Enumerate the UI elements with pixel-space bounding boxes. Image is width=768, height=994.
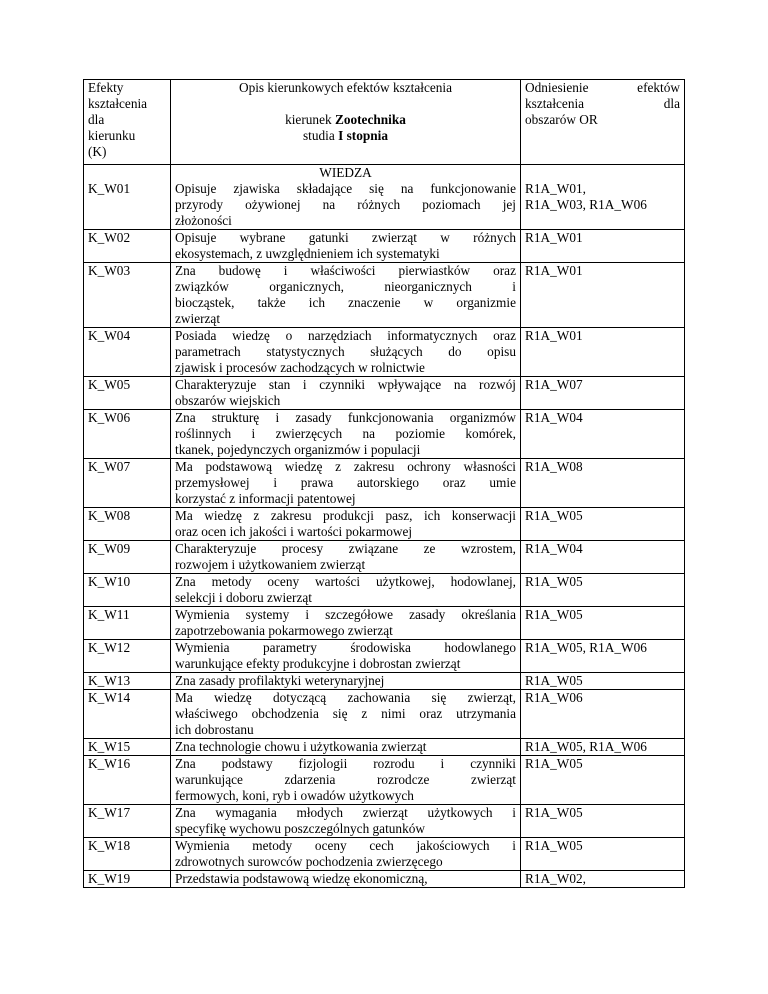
outcome-description-line: warunkujące efekty produkcyjne i dobrostan zwierząt [175,656,461,671]
header-studia [175,128,516,144]
header-reference-cell [521,80,685,165]
section-spacer [88,165,166,181]
outcome-code: K_W19 [88,871,131,886]
header-studia-level: I stopnia [338,128,388,143]
outcome-code: K_W11 [88,607,130,622]
outcome-code: K_W13 [88,673,131,688]
outcome-description-line: złożoności [175,213,232,228]
table-row [84,739,685,756]
table-row [84,756,685,805]
header-code-cell [84,80,171,165]
outcome-code: K_W04 [88,328,131,343]
outcome-description-cell [171,410,521,459]
outcome-description-line: związków organicznych, nieorganicznych i [175,279,516,294]
outcome-description-line: Charakteryzuje procesy związane ze wzrostem, [175,541,516,556]
outcome-description-line: parametrach statystycznych służących do opisu [175,344,516,359]
outcome-description-line: zdrowotnych surowców pochodzenia zwierzęcego [175,854,443,869]
outcome-description-cell [171,640,521,673]
outcome-description-line: Wymienia parametry środowiska hodowlanego [175,640,516,655]
outcome-description-line: korzystać z informacji patentowej [175,491,356,506]
header-code-line: dla [88,112,105,127]
outcome-description-line: specyfikę wychowu poszczególnych gatunków [175,821,425,836]
outcome-code-cell [84,756,171,805]
outcome-reference-cell [521,574,685,607]
outcome-description-line: warunkujące zdarzenia rozrodcze zwierząt [175,772,516,787]
outcome-reference-line: R1A_W01 [525,328,583,343]
outcome-description-cell [171,574,521,607]
outcome-reference-cell [521,756,685,805]
outcome-description-line: obszarów wiejskich [175,393,281,408]
outcome-description-line: roślinnych i zwierzęcych na poziomie komórek, [175,426,516,441]
outcome-reference-line: R1A_W08 [525,459,583,474]
outcome-description-line: ich dobrostanu [175,722,254,737]
outcome-code: K_W01 [88,181,131,196]
outcome-reference-line: R1A_W04 [525,541,583,556]
outcome-description-line: selekcji i doboru zwierząt [175,590,312,605]
header-row [84,80,685,165]
outcome-code-cell [84,328,171,377]
table-row [84,607,685,640]
outcome-code: K_W09 [88,541,131,556]
table-row [84,508,685,541]
outcome-code: K_W06 [88,410,131,425]
outcome-description-line: Zna budowę i właściwości pierwiastków oraz [175,263,516,278]
header-code-line: kierunku [88,128,136,143]
outcome-description-line: tkanek, pojedynczych organizmów i populacji [175,442,421,457]
table-row [84,410,685,459]
outcome-description-line: Zna technologie chowu i użytkowania zwierząt [175,739,427,754]
outcome-reference-cell [521,459,685,508]
outcome-description-cell [171,756,521,805]
table-row [84,574,685,607]
header-kierunek [175,112,516,128]
outcome-code-cell [84,574,171,607]
table-row [84,690,685,739]
outcome-code: K_W10 [88,574,131,589]
outcome-reference-cell [521,541,685,574]
outcome-description-line: Opisuje zjawiska składające się na funkcjonowanie [175,181,516,196]
outcome-reference-cell [521,607,685,640]
outcome-code-cell [84,607,171,640]
outcome-description-cell [171,230,521,263]
outcome-description-line: Ma wiedzę z zakresu produkcji pasz, ich konserwacji [175,508,516,523]
outcome-description-line: przemysłowej i prawa autorskiego oraz umie [175,475,516,490]
outcome-reference-cell [521,640,685,673]
outcome-description-line: Charakteryzuje stan i czynniki wpływające na rozwój [175,377,516,392]
header-kierunek-name: Zootechnika [334,112,406,127]
outcome-description-cell [171,607,521,640]
outcome-description-cell [171,838,521,871]
section-heading: WIEDZA [319,165,372,180]
outcome-description-cell [171,508,521,541]
outcome-code: K_W14 [88,690,131,705]
table-row [84,230,685,263]
outcome-code: K_W16 [88,756,131,771]
outcome-code-cell [84,640,171,673]
outcome-reference-line: R1A_W01 [525,230,583,245]
outcome-reference-line: R1A_W03, R1A_W06 [525,197,647,212]
outcome-reference-cell [521,805,685,838]
outcome-code-cell [84,165,171,230]
outcome-code-cell [84,263,171,328]
outcome-code-cell [84,805,171,838]
outcome-reference-cell [521,377,685,410]
outcome-reference-line: R1A_W05 [525,756,583,771]
table-row [84,673,685,690]
outcome-code-cell [84,459,171,508]
table-row [84,541,685,574]
outcome-description-line: Zna strukturę i zasady funkcjonowania organizmów [175,410,516,425]
outcome-reference-cell [521,739,685,756]
outcome-code-cell [84,541,171,574]
outcome-reference-cell [521,690,685,739]
outcome-description-line: zjawisk i procesów zachodzących w rolnictwie [175,360,425,375]
outcome-description-line: biocząstek, także ich znaczenie w organizmie [175,295,516,310]
outcome-description-line: Ma podstawową wiedzę z zakresu ochrony własności [175,459,516,474]
outcome-description-cell [171,263,521,328]
outcome-code: K_W17 [88,805,131,820]
outcome-reference-line: R1A_W01 [525,263,583,278]
header-code-line: Efekty [88,80,124,95]
outcome-reference-line: R1A_W05 [525,508,583,523]
outcome-reference-cell [521,410,685,459]
outcome-code-cell [84,410,171,459]
outcome-description-line: fermowych, koni, ryb i owadów użytkowych [175,788,414,803]
outcome-code: K_W08 [88,508,131,523]
outcome-description-line: Przedstawia podstawową wiedzę ekonomiczną, [175,871,428,886]
outcome-reference-line: R1A_W07 [525,377,583,392]
outcome-description-line: Posiada wiedzę o narzędziach informatycznych oraz [175,328,516,343]
outcome-description-line: przyrody ożywionej na różnych poziomach jej [175,197,516,212]
outcome-description-cell [171,690,521,739]
outcome-description-cell [171,739,521,756]
header-description-cell [171,80,521,165]
outcome-code-cell [84,871,171,888]
outcome-code-cell [84,739,171,756]
outcome-description-line: rozwojem i użytkowaniem zwierząt [175,557,366,572]
outcome-code: K_W02 [88,230,131,245]
header-kierunek-prefix: kierunek [285,112,335,127]
table-row [84,165,685,230]
outcome-reference-cell [521,508,685,541]
outcome-description-line: zapotrzebowania pokarmowego zwierząt [175,623,393,638]
table-row [84,377,685,410]
outcome-reference-cell [521,263,685,328]
outcome-description-line: Ma wiedzę dotyczącą zachowania się zwierząt, [175,690,516,705]
outcome-reference-line: R1A_W05 [525,607,583,622]
header-description-title: Opis kierunkowych efektów kształcenia [238,80,453,95]
outcome-description-cell [171,165,521,230]
table-body [84,80,685,888]
outcome-description-line: zwierząt [175,311,221,326]
outcome-description-cell [171,328,521,377]
outcome-code-cell [84,230,171,263]
table-row [84,871,685,888]
header-reference-line: obszarów OR [525,112,598,127]
outcome-code: K_W18 [88,838,131,853]
table-row [84,640,685,673]
table-row [84,805,685,838]
outcome-reference-line: R1A_W05 [525,673,583,688]
outcome-reference-line: R1A_W05, R1A_W06 [525,640,647,655]
outcome-reference-cell [521,673,685,690]
outcome-description-cell [171,377,521,410]
header-code-line: (K) [88,144,107,159]
table-row [84,328,685,377]
section-spacer [525,165,680,181]
outcome-code-cell [84,377,171,410]
outcome-code-cell [84,673,171,690]
outcome-description-line: ekosystemach, z uwzględnieniem ich systematyki [175,246,440,261]
outcome-code: K_W15 [88,739,131,754]
outcome-reference-cell [521,871,685,888]
outcome-description-cell [171,673,521,690]
outcome-description-cell [171,541,521,574]
outcome-code: K_W07 [88,459,131,474]
outcome-description-line: właściwego obchodzenia się z nimi oraz utrzymania [175,706,516,721]
table-row [84,838,685,871]
outcome-reference-line: R1A_W05 [525,838,583,853]
outcome-reference-cell [521,230,685,263]
outcome-description-cell [171,459,521,508]
header-reference-line: Odniesienie efektów [525,80,680,95]
outcome-description-line: Wymienia metody oceny cech jakościowych i [175,838,516,853]
outcome-reference-line: R1A_W02, [525,871,586,886]
outcome-code-cell [84,838,171,871]
outcome-description-line: Wymienia systemy i szczegółowe zasady określania [175,607,516,622]
outcome-code: K_W03 [88,263,131,278]
outcome-code-cell [84,508,171,541]
outcome-reference-line: R1A_W01, [525,181,586,196]
header-studia-prefix: studia [303,128,339,143]
outcome-code: K_W12 [88,640,131,655]
outcome-description-line: Zna podstawy fizjologii rozrodu i czynniki [175,756,516,771]
outcome-description-line: Opisuje wybrane gatunki zwierząt w różnych [175,230,516,245]
outcome-description-line: Zna zasady profilaktyki weterynaryjnej [175,673,385,688]
outcome-description-cell [171,805,521,838]
outcome-code: K_W05 [88,377,131,392]
outcome-reference-line: R1A_W05 [525,805,583,820]
table-row [84,263,685,328]
outcome-code-cell [84,690,171,739]
outcome-reference-line: R1A_W06 [525,690,583,705]
outcome-reference-line: R1A_W04 [525,410,583,425]
outcome-reference-cell [521,328,685,377]
outcome-reference-line: R1A_W05 [525,574,583,589]
outcome-description-line: oraz ocen ich jakości i wartości pokarmowej [175,524,413,539]
outcome-reference-cell [521,165,685,230]
table-row [84,459,685,508]
outcome-description-line: Zna metody oceny wartości użytkowej, hodowlanej, [175,574,516,589]
header-code-line: kształcenia [88,96,148,111]
learning-outcomes-table [83,79,685,888]
outcome-reference-line: R1A_W05, R1A_W06 [525,739,647,754]
outcome-description-line: Zna wymagania młodych zwierząt użytkowych i [175,805,516,820]
outcome-reference-cell [521,838,685,871]
outcome-description-cell [171,871,521,888]
header-reference-line: kształcenia dla [525,96,680,111]
